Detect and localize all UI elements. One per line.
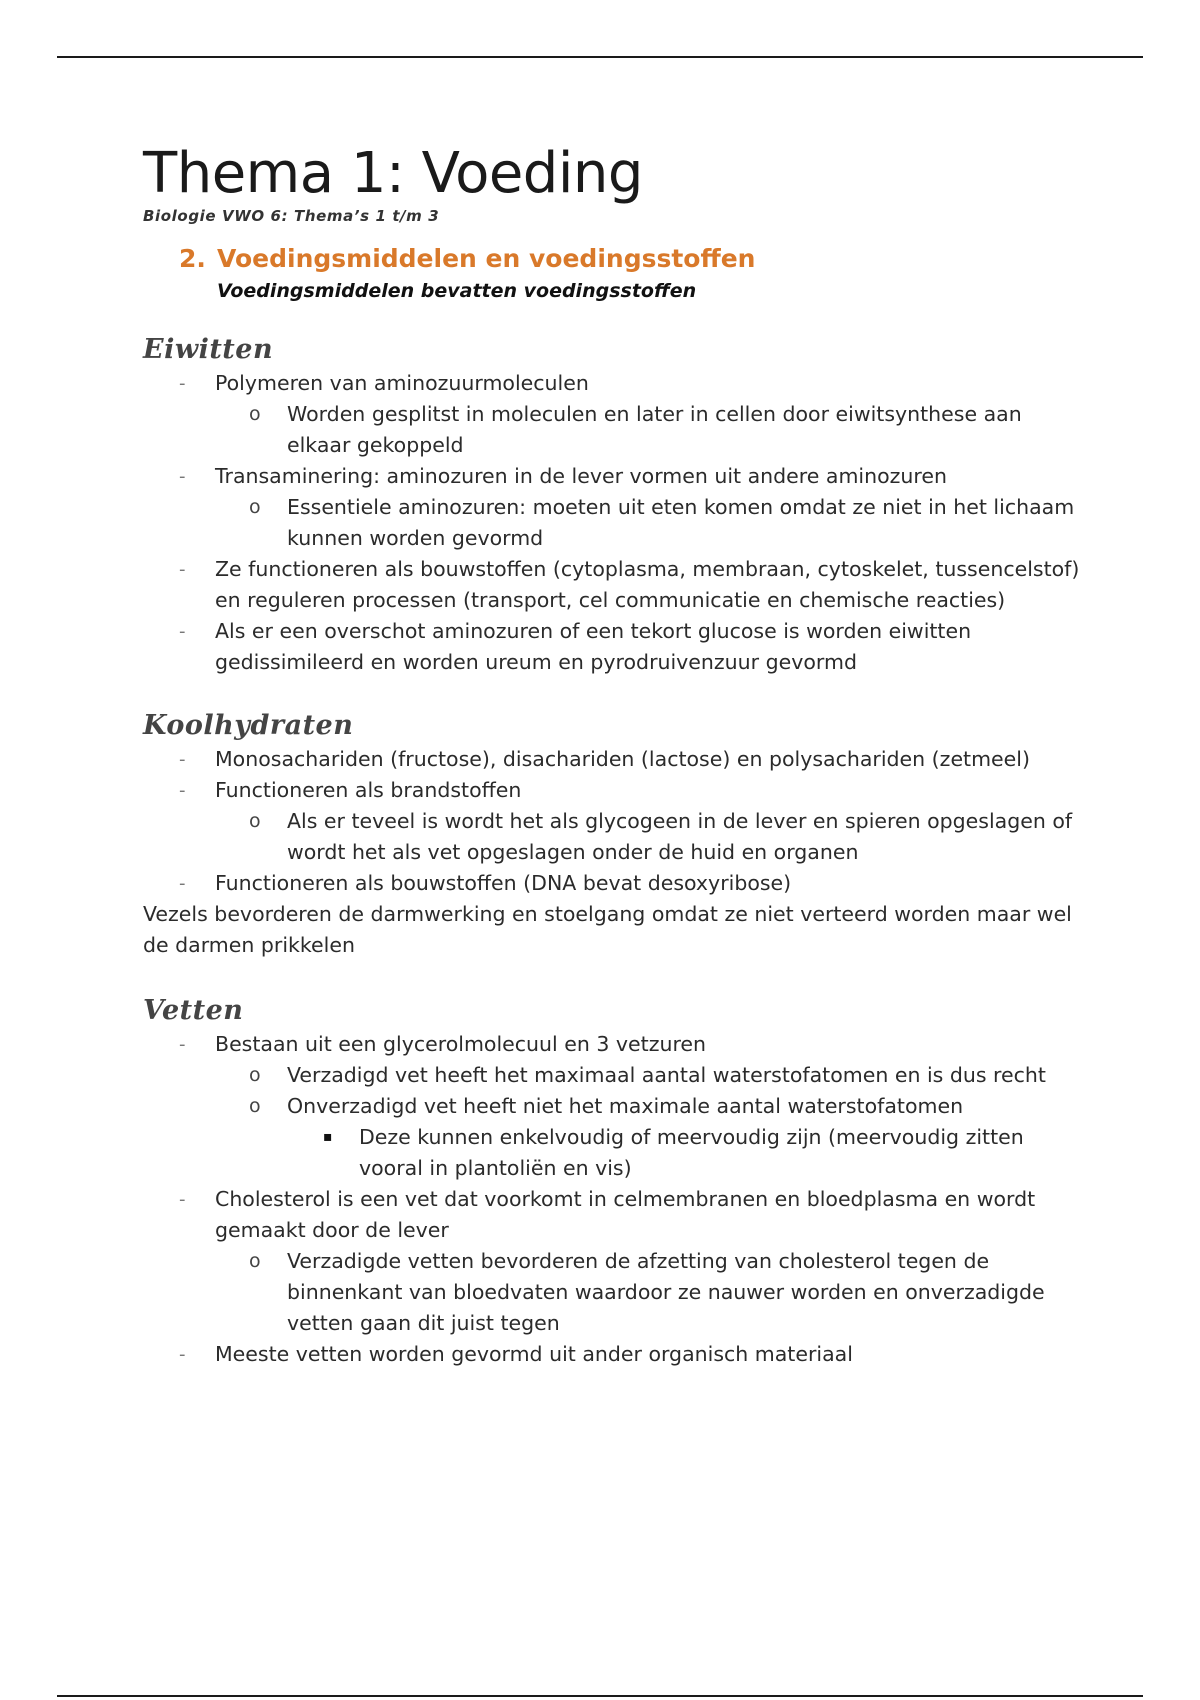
dash-bullet-icon: - (179, 749, 186, 770)
koolhydraten-list (143, 744, 1083, 899)
sub-list-item (215, 399, 1083, 461)
sub-list-item (215, 492, 1083, 554)
vetten-list (143, 1029, 1083, 1370)
sub-list-item-text: Verzadigde vetten bevorderen de afzetting van cholesterol tegen de binnenkant van bloedvaten waardoor ze nauwer worden en onverzadigde vetten gaan dit juist tegen (287, 1249, 1045, 1335)
list-item-text: Functioneren als brandstoffen (215, 778, 522, 802)
circle-bullet-icon: o (249, 1095, 261, 1117)
sub-list (215, 492, 1083, 554)
list-item-text: Als er een overschot aminozuren of een tekort glucose is worden eiwitten gedissimileerd en worden ureum en pyrodruivenzuur gevormd (215, 619, 972, 674)
dash-bullet-icon: - (179, 1344, 186, 1365)
list-item (143, 775, 1083, 868)
list-item-text: Meeste vetten worden gevormd uit ander organisch materiaal (215, 1342, 853, 1366)
vezels-paragraph: Vezels bevorderen de darmwerking en stoelgang omdat ze niet verteerd worden maar wel de darmen prikkelen (143, 902, 1072, 957)
list-item (143, 868, 1083, 899)
dash-bullet-icon: - (179, 621, 186, 642)
sub-list-item-text: Verzadigd vet heeft het maximaal aantal waterstofatomen en is dus recht (287, 1063, 1046, 1087)
document-title: Thema 1: Voeding (143, 141, 643, 206)
document-subtitle: Biologie VWO 6: Thema’s 1 t/m 3 (143, 207, 440, 225)
document-body (143, 142, 1083, 1370)
sub-list-item (215, 1060, 1083, 1091)
sub-list (215, 1246, 1083, 1339)
list-item (143, 1184, 1083, 1339)
sub-list-item-text: Onverzadigd vet heeft niet het maximale aantal waterstofatomen (287, 1094, 964, 1118)
list-item-text: Cholesterol is een vet dat voorkomt in celmembranen en bloedplasma en wordt gemaakt door de lever (215, 1187, 1036, 1242)
dash-bullet-icon: - (179, 1189, 186, 1210)
sub-sub-list-item-text: Deze kunnen enkelvoudig of meervoudig zijn (meervoudig zitten vooral in plantoliën en vis) (359, 1125, 1024, 1180)
sub-list-item (215, 806, 1083, 868)
dash-bullet-icon: - (179, 466, 186, 487)
sub-list-item-text: Worden gesplitst in moleculen en later in cellen door eiwitsynthese aan elkaar gekoppeld (287, 402, 1022, 457)
dash-bullet-icon: - (179, 1034, 186, 1055)
section-number: 2. (179, 244, 206, 273)
list-item (143, 554, 1083, 616)
list-item (143, 744, 1083, 775)
vetten-heading: Vetten (143, 995, 244, 1026)
section-subtitle: Voedingsmiddelen bevatten voedingsstoffen (217, 280, 697, 302)
circle-bullet-icon: o (249, 1250, 261, 1272)
list-item-text: Monosachariden (fructose), disachariden (lactose) en polysachariden (zetmeel) (215, 747, 1030, 771)
sub-list-item-text: Als er teveel is wordt het als glycogeen in de lever en spieren opgeslagen of wordt het als vet opgeslagen onder de huid en organen (287, 809, 1073, 864)
section-heading (179, 242, 1083, 276)
sub-list (215, 1060, 1083, 1184)
section-title: Voedingsmiddelen en voedingsstoffen (217, 244, 756, 273)
list-item (143, 461, 1083, 554)
circle-bullet-icon: o (249, 403, 261, 425)
top-rule (57, 56, 1143, 58)
circle-bullet-icon: o (249, 496, 261, 518)
dash-bullet-icon: - (179, 373, 186, 394)
eiwitten-list (143, 368, 1083, 678)
sub-sub-list (287, 1122, 1083, 1184)
sub-list-item (215, 1091, 1083, 1184)
circle-bullet-icon: o (249, 810, 261, 832)
sub-sub-list-item (287, 1122, 1083, 1184)
sub-list (215, 399, 1083, 461)
koolhydraten-heading: Koolhydraten (143, 710, 354, 741)
eiwitten-heading: Eiwitten (143, 334, 274, 365)
sub-list-item (215, 1246, 1083, 1339)
square-bullet-icon: ▪ (323, 1129, 333, 1145)
list-item-text: Bestaan uit een glycerolmolecuul en 3 vetzuren (215, 1032, 707, 1056)
bottom-rule (57, 1695, 1143, 1697)
list-item-text: Ze functioneren als bouwstoffen (cytoplasma, membraan, cytoskelet, tussencelstof) en reguleren processen (transport, cel communicatie en chemische reacties) (215, 557, 1080, 612)
dash-bullet-icon: - (179, 780, 186, 801)
dash-bullet-icon: - (179, 559, 186, 580)
list-item-text: Polymeren van aminozuurmoleculen (215, 371, 589, 395)
list-item-text: Transaminering: aminozuren in de lever vormen uit andere aminozuren (215, 464, 947, 488)
list-item-text: Functioneren als bouwstoffen (DNA bevat desoxyribose) (215, 871, 792, 895)
circle-bullet-icon: o (249, 1064, 261, 1086)
sub-list (215, 806, 1083, 868)
list-item (143, 616, 1083, 678)
dash-bullet-icon: - (179, 873, 186, 894)
sub-list-item-text: Essentiele aminozuren: moeten uit eten komen omdat ze niet in het lichaam kunnen worden gevormd (287, 495, 1075, 550)
list-item (143, 1029, 1083, 1184)
list-item (143, 1339, 1083, 1370)
list-item (143, 368, 1083, 461)
